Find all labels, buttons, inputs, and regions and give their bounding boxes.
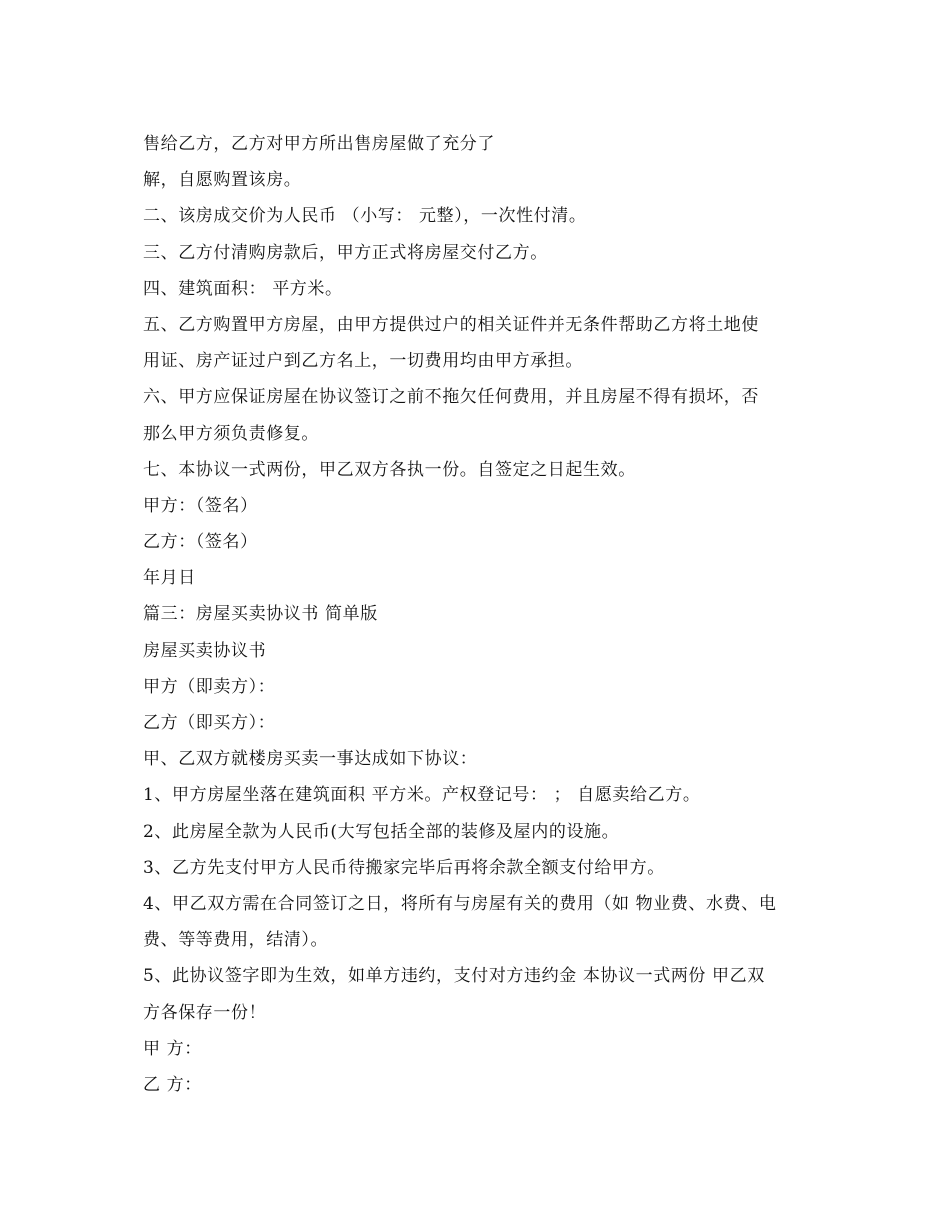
- text-line: 三、乙方付清购房款后，甲方正式将房屋交付乙方。: [143, 242, 548, 263]
- document-title: 房屋买卖协议书: [143, 640, 267, 661]
- clause-item: 3、乙方先支付甲方人民币待搬家完毕后再将余款全额支付给甲方。: [143, 857, 665, 878]
- document-body: [143, 126, 823, 1103]
- text-line: 售给乙方，乙方对甲方所出售房屋做了充分了: [143, 134, 495, 154]
- text-line: 方各保存一份！: [143, 1002, 267, 1023]
- text-line: 五、乙方购置甲方房屋，由甲方提供过户的相关证件并无条件帮助乙方将土地使: [143, 314, 759, 335]
- text-line: 七、本协议一式两份，甲乙双方各执一份。自签定之日起生效。: [143, 459, 636, 480]
- clause-item: 5、此协议签字即为生效，如单方违约，支付对方违约金 本协议一式两份 甲乙双: [143, 966, 765, 987]
- signature-line-party-b: 乙方：（签名）: [143, 532, 258, 553]
- clause-item: 2、此房屋全款为人民币(大写包括全部的装修及屋内的设施。: [143, 821, 620, 842]
- date-line: 年月日: [143, 568, 196, 589]
- text-line: 用证、房产证过户到乙方名上，一切费用均由甲方承担。: [143, 351, 583, 372]
- party-b-buyer: 乙方（即买方）：: [143, 713, 276, 733]
- text-line: 甲、乙双方就楼房买卖一事达成如下协议：: [143, 749, 478, 770]
- signature-line-party-a: 甲方：（签名）: [143, 495, 258, 516]
- text-line: 二、该房成交价为人民币 （小写： 元整），一次性付清。: [143, 206, 587, 227]
- text-line: 解，自愿购置该房。: [143, 170, 302, 191]
- clause-item: 1、甲方房屋坐落在建筑面积 平方米。产权登记号： ； 自愿卖给乙方。: [143, 785, 701, 806]
- signature-party-b: 乙 方：: [143, 1074, 202, 1095]
- text-line: 费、等等费用，结清）。: [143, 930, 329, 951]
- section-heading: 篇三：房屋买卖协议书 简单版: [143, 604, 378, 625]
- text-line: 四、建筑面积： 平方米。: [143, 278, 343, 299]
- text-line: 那么甲方须负责修复。: [143, 423, 319, 444]
- clause-item: 4、甲乙双方需在合同签订之日，将所有与房屋有关的费用（如 物业费、水费、电: [143, 893, 777, 914]
- text-line: 六、甲方应保证房屋在协议签订之前不拖欠任何费用，并且房屋不得有损坏，否: [143, 387, 759, 408]
- signature-party-a: 甲 方：: [143, 1038, 202, 1059]
- party-a-seller: 甲方（即卖方）：: [143, 676, 276, 697]
